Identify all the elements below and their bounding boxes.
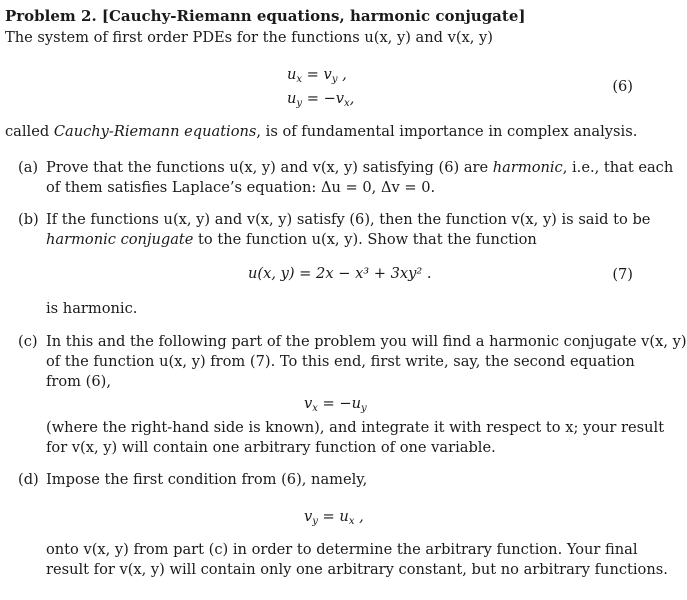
problem-title: Problem 2. [Cauchy-Riemann equations, harmonic conjugate]: [5, 7, 526, 25]
part-b-line2-em: harmonic conjugate: [46, 231, 194, 248]
part-b-line2: [46, 230, 537, 250]
part-a-line1-a: Prove that the functions u(x, y) and v(x, y) satisfying (6) are: [46, 159, 493, 176]
part-c-after1: (where the right-hand side is known), and integrate it with respect to x; your result: [46, 419, 665, 436]
part-c-line3: from (6),: [46, 373, 111, 390]
eq7-number: (7): [612, 266, 633, 283]
part-a-line1-b: , i.e., that each: [562, 159, 674, 176]
part-d-eq: $v_y = u_x$ ,: [304, 508, 364, 527]
part-b-line1: If the functions u(x, y) and v(x, y) satisfy (6), then the function v(x, y) is said to be: [46, 211, 651, 228]
part-d-after2: result for v(x, y) will contain only one arbitrary constant, but no arbitrary functions.: [46, 561, 668, 578]
called-text-2: , is of fundamental importance in complex analysis.: [256, 123, 638, 140]
part-b-line2-rest: to the function u(x, y). Show that the function: [193, 231, 537, 248]
eq6-line1-text: $u_x = v_y$ ,: [287, 66, 347, 85]
called-text: [5, 122, 637, 142]
part-b-label: (b): [18, 211, 39, 228]
part-b-after: is harmonic.: [46, 300, 138, 317]
part-c-label: (c): [18, 333, 38, 350]
part-d-label: (d): [18, 471, 39, 488]
called-text-1: called: [5, 123, 54, 140]
part-d-line1: Impose the first condition from (6), namely,: [46, 471, 368, 488]
eq7: u(x, y) = 2x − x³ + 3xy² .: [248, 265, 432, 282]
part-a-line1: [46, 158, 673, 178]
part-c-line1: In this and the following part of the problem you will find a harmonic conjugate v(x, y): [46, 333, 687, 350]
intro-text: The system of first order PDEs for the functions u(x, y) and v(x, y): [5, 29, 493, 46]
part-d-after1: onto v(x, y) from part (c) in order to determine the arbitrary function. Your final: [46, 541, 638, 558]
called-text-em: Cauchy-Riemann equations: [53, 123, 257, 140]
eq6-line2-text: $u_y = -v_x$,: [287, 90, 355, 109]
part-a-line1-em: harmonic: [492, 159, 563, 176]
part-c-line2: of the function u(x, y) from (7). To this end, first write, say, the second equation: [46, 353, 635, 370]
part-c-eq: $v_x = -u_y$: [304, 395, 367, 414]
part-a-line2: of them satisfies Laplace’s equation: Δu = 0, Δv = 0.: [46, 179, 436, 196]
eq6-line2: [287, 90, 354, 107]
part-c-after2: for v(x, y) will contain one arbitrary function of one variable.: [46, 439, 496, 456]
part-a-label: (a): [18, 159, 39, 176]
eq6-line1: [287, 66, 347, 83]
eq6-number: (6): [612, 78, 633, 95]
